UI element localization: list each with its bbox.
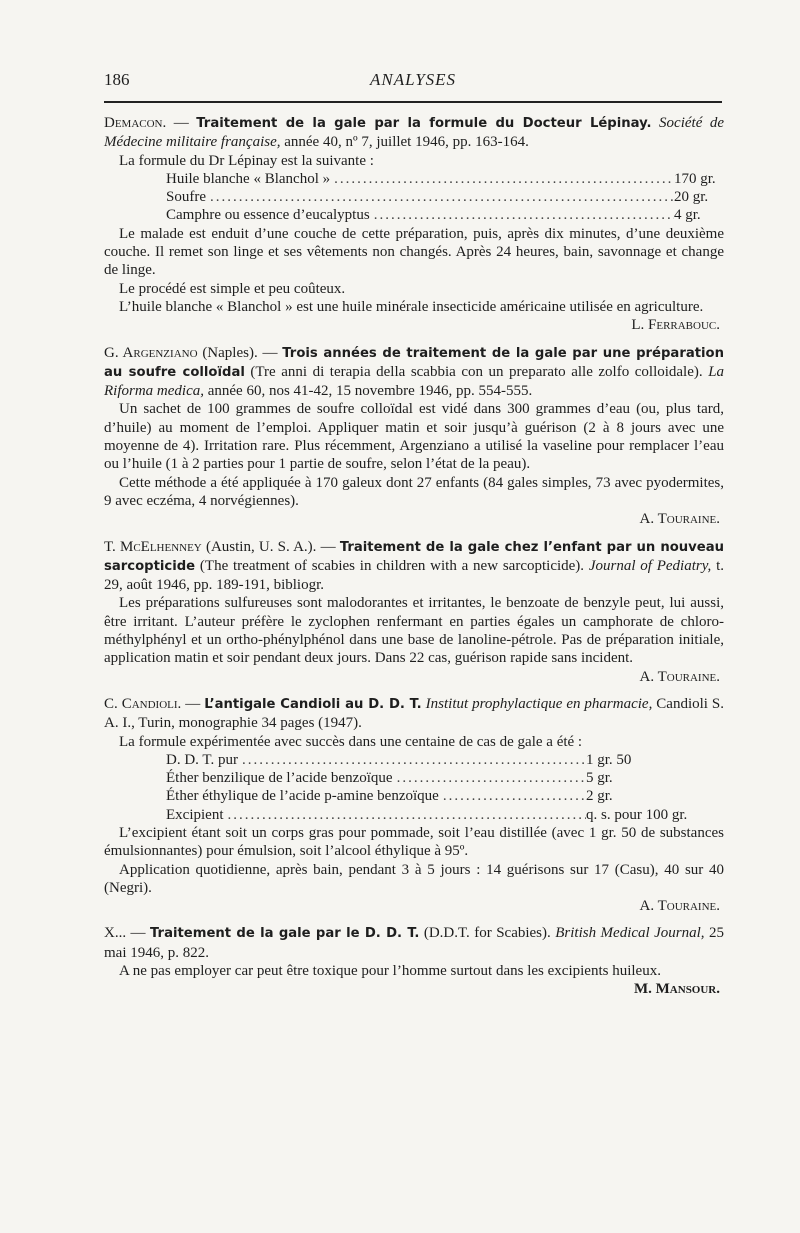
entry-author: Demacon. [104,115,167,131]
entry-title: Traitement de la gale par la formule du Docteur Lépinay. [196,116,652,131]
entry-paragraph: L’huile blanche « Blanchol » est une huile minérale insecticide américaine utilisée en agriculture. [119,298,704,315]
leader-dots [370,206,674,224]
entry-heading [104,538,724,595]
entry-paragraph: Le procédé est simple et peu coûteux. [119,280,346,297]
entry-source-journal: Institut prophylactique en pharmacie, [425,695,653,712]
formula-table [166,170,726,225]
entry-signature: A. Touraine. [639,668,720,685]
page-header [104,70,722,94]
entry-source-journal: British Medical Journal, [555,925,705,942]
formula-row [166,751,726,769]
formula-quantity: 1 gr. 50 [586,751,632,768]
entry-author: C. Candioli. [104,695,182,712]
leader-dots [206,188,674,206]
entry-heading [104,924,724,962]
entry-heading: Demacon. — Traitement de la gale par la formule du Docteur Lépinay. Société de Médecine militaire française, année 40, nº 7, juillet 1946, pp. 163-164. [104,115,725,151]
formula-row [166,206,726,224]
formula-row [166,769,726,787]
entry-source-details: Candioli S. A. I., Turin, monographie 34 pages (1947). [104,695,725,732]
leader-dots [330,170,674,188]
entry-title: L’antigale Candioli au D. D. T. [204,696,422,712]
formula-ingredient: Camphre ou essence d’eucalyptus [166,207,370,224]
leader-dots [439,787,586,805]
entry-source-details: année 60, nos 41-42, 15 novembre 1946, pp. 554-555. [207,383,533,400]
entry-author: X... — [104,925,146,942]
entry-signature: A. Touraine. [639,898,720,915]
entry-heading [104,344,724,401]
leader-dots [238,751,586,769]
entry-author: T. McElhenney [104,538,202,555]
analysis-entry [104,114,724,335]
entry-author-affiliation: (Austin, U. S. A.). — [205,538,336,555]
formula-ingredient: D. D. T. pur [166,751,238,768]
entry-source-details: année 40, nº 7, juillet 1946, pp. 163-164. [284,134,529,151]
analyses-content [104,114,724,999]
entry-signature: A. Touraine. [639,511,720,528]
entry-signature: M. Mansour. [633,981,720,998]
entry-title: Trois années de traitement de la gale par une préparation au soufre colloïdal [104,345,725,380]
analysis-entry [104,924,724,998]
analysis-entry [104,538,724,686]
entry-source-journal: Journal of Pediatry, [588,557,712,574]
leader-dots [223,806,586,824]
entry-original-title: (Tre anni di terapia della scabbia con un preparato alle zolfo colloidale). [250,363,703,380]
formula-ingredient: Excipient [166,806,224,823]
entry-original-title: (The treatment of scabies in children with a new sarcopticide). [199,557,585,574]
formula-row [166,787,726,805]
formula-ingredient: Huile blanche « Blanchol » [166,170,331,187]
formula-ingredient: Soufre [166,189,206,206]
formula-table [166,751,726,824]
page-number: 186 [104,70,130,89]
formula-quantity: 170 gr. [674,170,716,187]
analysis-entry [104,344,724,529]
entry-source-journal: Société de Médecine militaire française, [104,115,725,151]
formula-quantity: 5 gr. [586,770,613,787]
entry-paragraph: Cette méthode a été appliquée à 170 galeux dont 27 enfants (84 gales simples, 73 avec pyodermites, 9 avec eczéma, 4 norvégiennes). [104,474,724,509]
entry-source-journal: La Riforma medica, [104,363,725,400]
header-rule [104,101,722,103]
entry-paragraph: Les préparations sulfureuses sont malodorantes et irritantes, le benzoate de benzyle peut, lui aussi, être irritant. L’auteur préfère le zyclophen renfermant en parties égales un camphorate de chloro-méthylphényl et un ortho-phénylphénol dans une base de lanoline-pétrole. Pas de préparation initiale, application matin et soir pendant deux jours. Dans 22 cas, guérison rapide sans incident. [104,595,724,667]
entry-intro: La formule du Dr Lépinay est la suivante : [119,152,374,169]
analysis-entry [104,695,724,916]
formula-ingredient: Éther éthylique de l’acide p-amine benzoïque [166,788,439,805]
formula-quantity: 2 gr. [586,788,613,805]
entry-paragraph: A ne pas employer car peut être toxique pour l’homme surtout dans les excipients huileux. [119,963,661,980]
formula-quantity: q. s. pour 100 gr. [586,806,688,823]
formula-ingredient: Éther benzilique de l’acide benzoïque [166,770,393,787]
entry-original-title: (D.D.T. for Scabies). [423,925,551,942]
entry-title: Traitement de la gale chez l’enfant par un nouveau sarcopticide [104,539,725,574]
entry-paragraph: L’excipient étant soit un corps gras pour pommade, soit l’eau distillée (avec 1 gr. 50 de substances émulsionnantes) pour émulsion, soit l’alcool éthylique à 95º. [104,824,724,860]
entry-title: Traitement de la gale par le D. D. T. [150,926,420,942]
leader-dots [393,769,586,787]
formula-row [166,188,726,206]
running-title: ANALYSES [369,70,457,89]
entry-author-affiliation: (Naples). — [202,344,278,361]
formula-row [166,806,726,824]
formula-quantity: 4 gr. [674,207,701,224]
entry-intro: La formule expérimentée avec succès dans une centaine de cas de gale a été : [119,733,583,750]
formula-row [166,170,726,188]
entry-paragraph: Un sachet de 100 grammes de soufre colloïdal est vidé dans 300 grammes d’eau (ou, plus tard, d’huile) au moment de l’emploi. Appliquer matin et soir jusqu’à guérison (2 à 8 jours avec une moyenne de 4). Irritation rare. Plus récemment, Argenziano a utilisé la vaseline pour remplacer l’eau ou l’huile (1 à 2 parties pour 1 partie de soufre, selon l’état de la peau). [104,401,724,473]
formula-quantity: 20 gr. [674,189,709,206]
entry-author: G. Argenziano [104,344,198,361]
entry-heading: C. Candioli. — L’antigale Candioli au D. D. T. Institut prophylactique en pharmacie, Candioli S. A. I., Turin, monographie 34 pages (1947). [104,695,725,732]
entry-source-details: 25 mai 1946, p. 822. [104,925,725,961]
entry-source-details: t. 29, août 1946, pp. 189-191, bibliogr. [104,557,724,594]
entry-signature: L. Ferrabouc. [631,317,720,334]
entry-paragraph: Application quotidienne, après bain, pendant 3 à 5 jours : 14 guérisons sur 17 (Casu), 40 sur 40 (Negri). [104,861,724,896]
entry-paragraph: Le malade est enduit d’une couche de cette préparation, puis, après dix minutes, d’une deuxième couche. Il remet son linge et ses vêtements non changés. Après 24 heures, bain, savonnage et change de linge. [104,225,724,279]
